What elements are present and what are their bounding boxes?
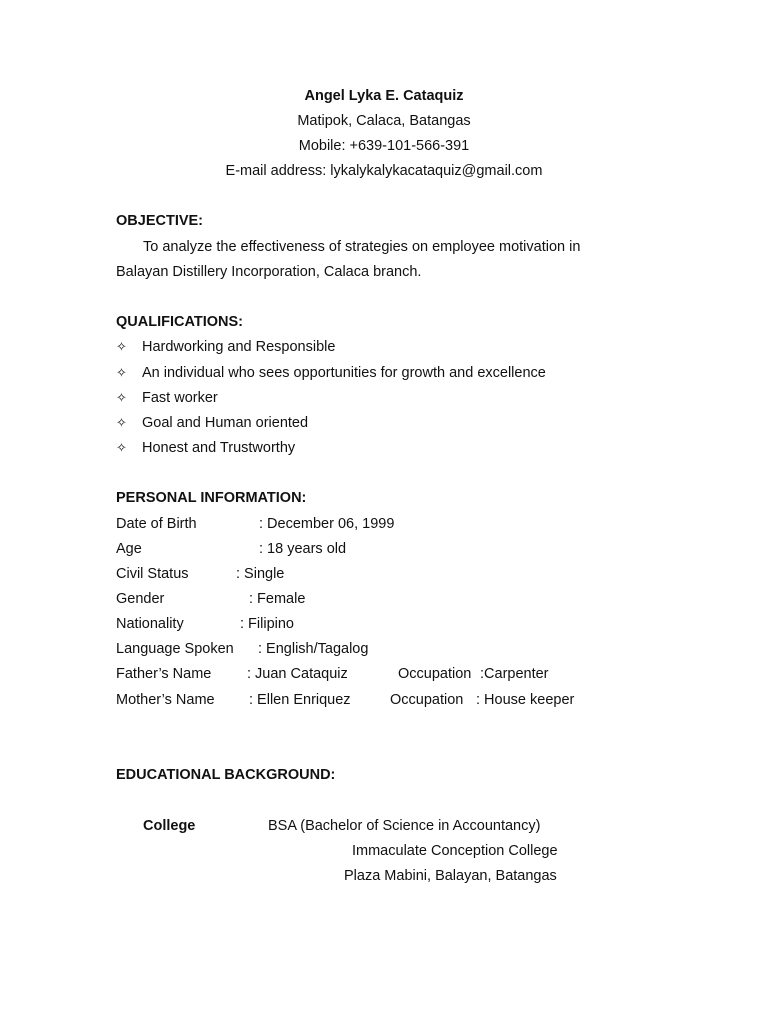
info-label-gender: Gender [116,591,165,607]
education-level: College [143,818,196,834]
email-address: E-mail address: lykalykalykacataquiz@gmail.com [225,163,543,179]
info-value-age: : 18 years old [259,541,347,557]
objective-heading: OBJECTIVE: [116,213,204,229]
info-value-father: : Juan Cataquiz [247,666,348,682]
list-item [116,364,546,383]
four-pointed-star-outline-icon: ✧ [116,366,127,381]
list-item [116,338,335,357]
four-pointed-star-outline-icon: ✧ [116,340,127,355]
info-label-mother-occupation: Occupation [390,692,464,708]
info-value-civil-status: : Single [236,566,285,582]
info-value-gender: : Female [249,591,306,607]
qualification-text: An individual who sees opportunities for growth and excellence [142,365,546,381]
objective-line-2: Balayan Distillery Incorporation, Calaca branch. [116,264,422,280]
education-degree: BSA (Bachelor of Science in Accountancy) [268,818,541,834]
four-pointed-star-outline-icon: ✧ [116,416,127,431]
qualifications-heading: QUALIFICATIONS: [116,314,243,330]
objective-line-1: To analyze the effectiveness of strategies on employee motivation in [143,239,581,255]
qualification-text: Honest and Trustworthy [142,440,296,456]
mobile-number: Mobile: +639-101-566-391 [298,138,470,154]
info-label-mother: Mother’s Name [116,692,215,708]
info-value-nationality: : Filipino [240,616,294,632]
list-item [116,389,218,408]
info-value-mother-occupation: : House keeper [476,692,575,708]
four-pointed-star-outline-icon: ✧ [116,391,127,406]
info-label-father-occupation: Occupation [398,666,472,682]
qualification-text: Fast worker [142,390,218,406]
address: Matipok, Calaca, Batangas [297,113,471,129]
info-label-civil-status: Civil Status [116,566,189,582]
info-label-birth: Date of Birth [116,516,197,532]
info-value-mother: : Ellen Enriquez [249,692,351,708]
education-school: Immaculate Conception College [352,843,558,859]
info-label-nationality: Nationality [116,616,184,632]
qualification-text: Goal and Human oriented [142,415,309,431]
info-value-language: : English/Tagalog [258,641,369,657]
education-location: Plaza Mabini, Balayan, Batangas [344,868,557,884]
info-value-father-occupation: :Carpenter [480,666,549,682]
info-label-father: Father’s Name [116,666,212,682]
resume-name: Angel Lyka E. Cataquiz [304,88,464,104]
education-heading: EDUCATIONAL BACKGROUND: [116,767,336,783]
qualification-text: Hardworking and Responsible [142,339,336,355]
info-value-birth: : December 06, 1999 [259,516,395,532]
list-item [116,439,295,458]
four-pointed-star-outline-icon: ✧ [116,441,127,456]
list-item [116,414,308,433]
info-label-language: Language Spoken [116,641,234,657]
info-label-age: Age [116,541,142,557]
personal-info-heading: PERSONAL INFORMATION: [116,490,307,506]
